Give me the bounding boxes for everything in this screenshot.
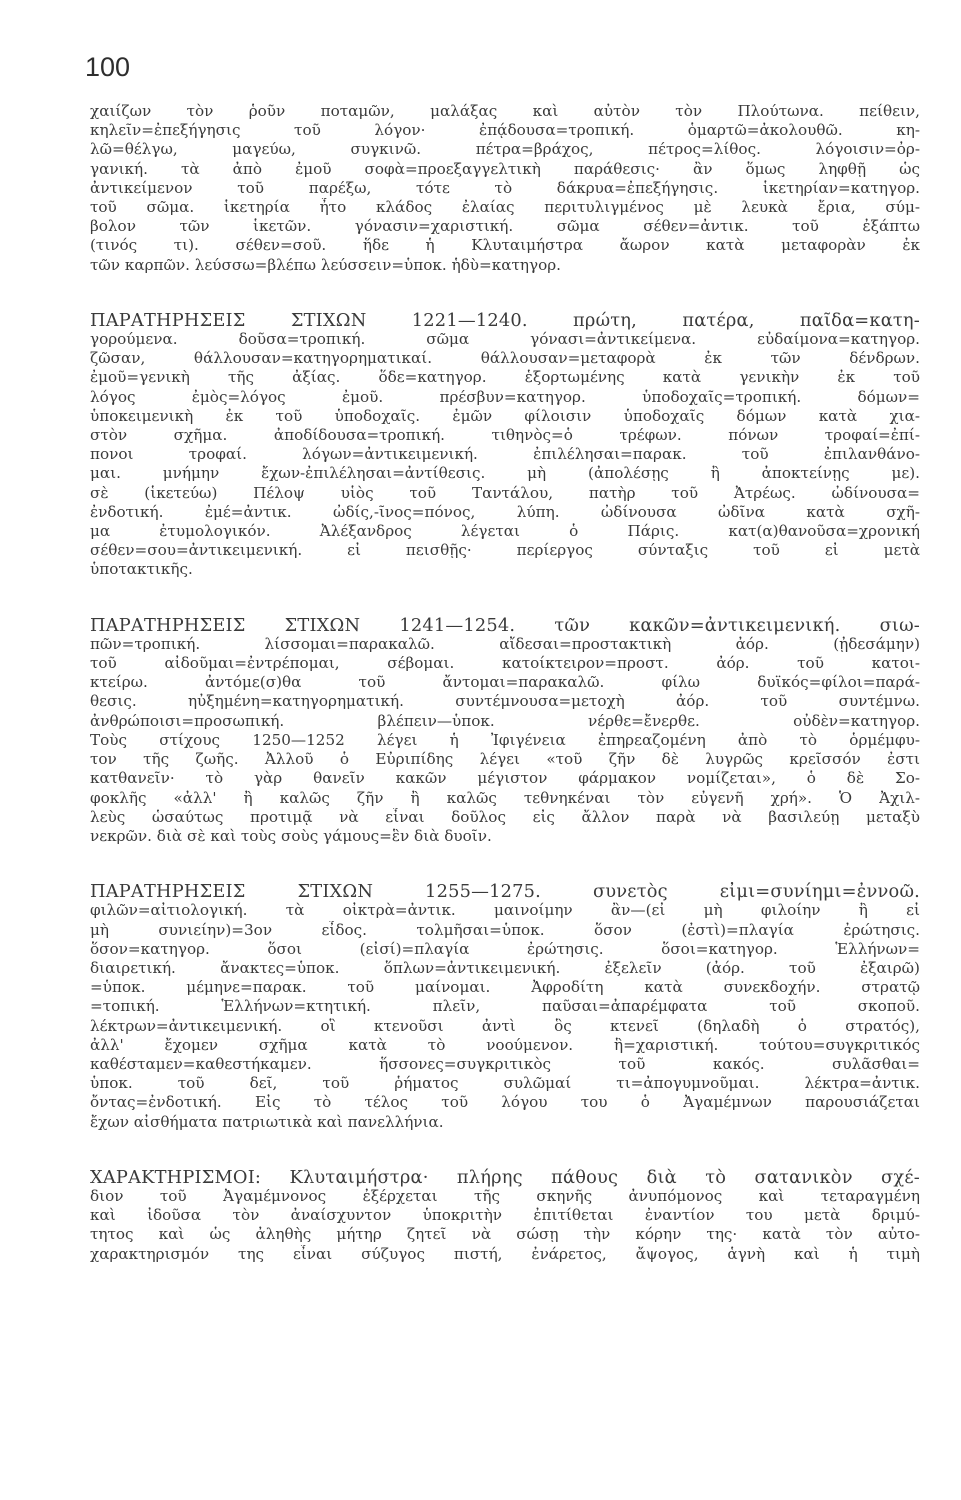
text-line: ἐμοῦ=γενικὴ τῆς ἀξίας. ὅδε=κατηγορ. ἑξορτωμένης κατὰ γενικὴν ἐκ τοῦ bbox=[90, 368, 920, 387]
text-line: ἀλλ' ἔχομεν σχῆμα κατὰ τὸ νοούμενον. ἣ=χαριστική. τούτου=συγκριτικός bbox=[90, 1035, 920, 1054]
text-line: κτείρω. ἀντόμε(σ)θα τοῦ ἄντομαι=παρακαλῶ. φίλω δυϊκός=φίλοι=παρά- bbox=[90, 673, 920, 692]
text-line: ὑποτακτικῆς. bbox=[90, 560, 193, 579]
section-characterizations bbox=[90, 1168, 920, 1264]
page-body bbox=[90, 102, 920, 1264]
text-line: στὸν σχῆμα. ἀποδίδουσα=τροπική. τιθηνὸς=ὁ τρέφων. πόνων τροφαί=ἐπί- bbox=[90, 426, 920, 445]
text-line: =τοπική. Ἑλλήνων=κτητική. πλεῖν, παῦσαι=ἀπαρέμφατα τοῦ σκοποῦ. bbox=[90, 997, 920, 1016]
text-line: μα ἐτυμολογικόν. Ἀλέξανδρος λέγεται ὁ Πάρις. κατ(α)θανοῦσα=χρονική bbox=[90, 522, 920, 541]
text-line: Τοὺς στίχους 1250—1252 λέγει ἡ Ἰφιγένεια ἐπηρεαζομένη ἀπὸ τὸ ὁρμέμφυ- bbox=[90, 730, 920, 749]
text-line: διαιρετική. ἄνακτες=ὑποκ. ὅπλων=ἀντικειμενική. ἐξελεῖν (ἀόρ. τοῦ ἐξαιρῶ) bbox=[90, 958, 920, 977]
section-notes-1255-1275 bbox=[90, 882, 920, 1132]
text-line: καὶ ἰδοῦσα τὸν ἀναίσχυντον ὑποκριτὴν ἐπιτίθεται ἐναντίον του μετὰ δριμύ- bbox=[90, 1206, 920, 1225]
page-number: 100 bbox=[85, 52, 131, 82]
text-line: ὑποκ. τοῦ δεῖ, τοῦ ῥήματος συλῶμαί τι=ἀπογυμνοῦμαι. λέκτρα=ἀντικ. bbox=[90, 1074, 920, 1093]
section-heading-line: ΠΑΡΑΤΗΡΗΣΕΙΣ ΣΤΙΧΩΝ 1221—1240. πρώτη, πατέρα, παῖδα=κατη- bbox=[90, 310, 920, 331]
text-line: τον τῆς ζωῆς. Ἀλλοῦ ὁ Εὐριπίδης λέγει «τοῦ ζῆν δὲ λυγρῶς κρεῖσσόν ἐστι bbox=[90, 750, 920, 769]
text-line: λῶ=θέλγω, μαγεύω, συγκινῶ. πέτρα=βράχος, πέτρος=λίθος. λόγοισιν=ὀρ- bbox=[90, 140, 920, 159]
text-line: σὲ (ἱκετεύω) Πέλοψ υἱὸς τοῦ Ταντάλου, πατὴρ τοῦ Ἀτρέως. ὠδίνουσα= bbox=[90, 483, 920, 502]
section-notes-1241-1254 bbox=[90, 616, 920, 846]
text-line: λέκτρων=ἀντικειμενική. οἳ κτενοῦσι ἀντὶ ὃς κτενεῖ (δηλαδὴ ὁ στρατός), bbox=[90, 1016, 920, 1035]
text-line: φιλῶν=αἰτιολογική. τὰ οἰκτρὰ=ἀντικ. μαινοίμην ἂν—(εἰ μὴ φιλοίην ἢ εἰ bbox=[90, 901, 920, 920]
text-line: κηλεῖν=ἐπεξήγησις τοῦ λόγον· ἐπᾴδουσα=τροπική. ὁμαρτῶ=ἀκολουθῶ. κη- bbox=[90, 121, 920, 140]
text-line: ἀντικείμενον τοῦ παρέξω, τότε τὸ δάκρυα=ἐπεξήγησις. ἱκετηρίαν=κατηγορ. bbox=[90, 178, 920, 197]
text-line: χαρακτηρισμόν της εἶναι σύζυγος πιστή, ἐνάρετος, ἄψογος, ἁγνὴ καὶ ἡ τιμὴ bbox=[90, 1244, 920, 1263]
text-line: γανική. τὰ ἀπὸ ἐμοῦ σοφὰ=προεξαγγελτικὴ παράθεσις· ἂν ὅμως ληφθῇ ὡς bbox=[90, 159, 920, 178]
text-line: τοῦ αἰδοῦμαι=ἐντρέπομαι, σέβομαι. κατοίκτειρον=προστ. ἀόρ. τοῦ κατοι- bbox=[90, 654, 920, 673]
text-line: χαιίζων τὸν ῥοῦν ποταμῶν, μαλάξας καὶ αὐτὸν τὸν Πλούτωνα. πείθειν, bbox=[90, 102, 920, 120]
text-line: (τινός τι). σέθεν=σοῦ. ἥδε ἡ Κλυταιμήστρα ἄωρον κατὰ μεταφορὰν ἐκ bbox=[90, 236, 920, 255]
text-line: τητος καὶ ὡς ἀληθὴς μήτηρ ζητεῖ νὰ σώσῃ τὴν κόρην της· κατὰ τὸν αὐτο- bbox=[90, 1225, 920, 1244]
text-line: ἔχων αἰσθήματα πατριωτικὰ καὶ πανελλήνια. bbox=[90, 1112, 444, 1131]
text-line: μὴ συνιείην)=3ον εἶδος. τολμῆσαι=ὑποκ. ὅσον (ἐστὶ)=πλαγία ἐρώτησις. bbox=[90, 920, 920, 939]
text-line: ὄντας=ἐνδοτική. Εἰς τὸ τέλος τοῦ λόγου του ὁ Ἀγαμέμνων παρουσιάζεται bbox=[90, 1093, 920, 1112]
text-line: φοκλῆς «ἀλλ' ἢ καλῶς ζῆν ἢ καλῶς τεθνηκέναι τὸν εὐγενῆ χρή». Ὁ Ἀχιλ- bbox=[90, 788, 920, 807]
text-line: βολον τῶν ἱκετῶν. γόνασιν=χαριστική. σῶμα σέθεν=ἀντικ. τοῦ ἐξάπτω bbox=[90, 217, 920, 236]
section-intro bbox=[90, 102, 920, 275]
text-line: ὑποκειμενικὴ ἐκ τοῦ ὑποδοχαῖς. ἐμῶν φίλοισιν ὑποδοχαῖς δόμων κατὰ χια- bbox=[90, 406, 920, 425]
text-line: πῶν=τροπική. λίσσομαι=παρακαλῶ. αἴδεσαι=προστακτικὴ ἀόρ. (ᾐδεσάμην) bbox=[90, 634, 920, 653]
text-line: ὅσον=κατηγορ. ὅσοι (εἰσί)=πλαγία ἐρώτησις. ὅσοι=κατηγορ. Ἑλλήνων= bbox=[90, 939, 920, 958]
section-heading-line: ΠΑΡΑΤΗΡΗΣΕΙΣ ΣΤΙΧΩΝ 1255—1275. συνετὸς εἰμι=συνίημι=ἐννοῶ. bbox=[90, 882, 920, 902]
text-line: θεσις. ηὐξημένη=κατηγορηματική. συντέμνουσα=μετοχὴ ἀόρ. τοῦ συντέμνω. bbox=[90, 692, 920, 711]
text-line: σέθεν=σου=ἀντικειμενική. εἰ πεισθῇς· περίεργος σύνταξις τοῦ εἰ μετὰ bbox=[90, 541, 920, 560]
text-line: τοῦ σῶμα. ἱκετηρία ἦτο κλάδος ἐλαίας περιτυλιγμένος μὲ λευκὰ ἔρια, σύμ- bbox=[90, 198, 920, 217]
section-heading-line: ΠΑΡΑΤΗΡΗΣΕΙΣ ΣΤΙΧΩΝ 1241—1254. τῶν κακῶν=ἀντικειμενική. σιω- bbox=[90, 615, 920, 635]
text-line: κατθανεῖν· τὸ γὰρ θανεῖν κακῶν μέγιστον φάρμακον νομίζεται», ὁ δὲ Σο- bbox=[90, 769, 920, 788]
text-line: ἀνθρώποισι=προσωπική. βλέπειν—ὑποκ. νέρθε=ἔνερθε. οὐδὲν=κατηγορ. bbox=[90, 711, 920, 730]
text-line: διον τοῦ Ἀγαμέμνονος ἐξέρχεται τῆς σκηνῆς ἀνυπόμονος καὶ τεταραγμένη bbox=[90, 1186, 920, 1205]
text-line: ζῶσαν, θάλλουσαν=κατηγορηματικαί. θάλλουσαν=μεταφορὰ ἐκ τῶν δένδρων. bbox=[90, 349, 920, 368]
text-line: γορούμενα. δοῦσα=τροπική. σῶμα γόνασι=ἀντικείμενα. εὐδαίμονα=κατηγορ. bbox=[90, 330, 920, 349]
text-line: τῶν καρπῶν. λεύσσω=βλέπω λεύσσειν=ὑποκ. ἡδὺ=κατηγορ. bbox=[90, 255, 561, 274]
text-line: καθέσταμεν=καθεστήκαμεν. ἥσσονες=συγκριτικὸς τοῦ κακός. συλᾶσθαι= bbox=[90, 1054, 920, 1073]
text-line: λόγος ἐμὸς=λόγος ἐμοῦ. πρέσβυν=κατηγορ. ὑποδοχαῖς=τροπική. δόμων= bbox=[90, 387, 920, 406]
section-notes-1221-1240 bbox=[90, 311, 920, 580]
text-line: πονοι τροφαί. λόγων=ἀντικειμενική. ἐπιλέλησαι=παρακ. τοῦ ἐπιλανθάνο- bbox=[90, 445, 920, 464]
section-heading-line: ΧΑΡΑΚΤΗΡΙΣΜΟΙ: Κλυταιμήστρα· πλήρης πάθους διὰ τὸ σατανικὸν σχέ- bbox=[90, 1167, 920, 1187]
text-line: νεκρῶν. διὰ σὲ καὶ τοὺς σοὺς γάμους=ἓν διὰ δυοῖν. bbox=[90, 826, 492, 845]
text-line: =ὑποκ. μέμηνε=παρακ. τοῦ μαίνομαι. Ἀφροδίτη κατὰ συνεκδοχήν. στρατῷ bbox=[90, 978, 920, 997]
text-line: ἐνδοτική. ἐμέ=ἀντικ. ὠδίς,-ῖνος=πόνος, λύπη. ὠδίνουσα ὠδῖνα κατὰ σχῆ- bbox=[90, 502, 920, 521]
text-line: λεὺς ὡσαύτως προτιμᾷ νὰ εἶναι δοῦλος εἰς ἄλλον παρὰ νὰ βασιλεύῃ μεταξὺ bbox=[90, 807, 920, 826]
text-line: μαι. μνήμην ἔχων-ἐπιλέλησαι=ἀντίθεσις. μὴ (ἀπολέσῃς ἢ ἀποκτείνῃς με). bbox=[90, 464, 920, 483]
